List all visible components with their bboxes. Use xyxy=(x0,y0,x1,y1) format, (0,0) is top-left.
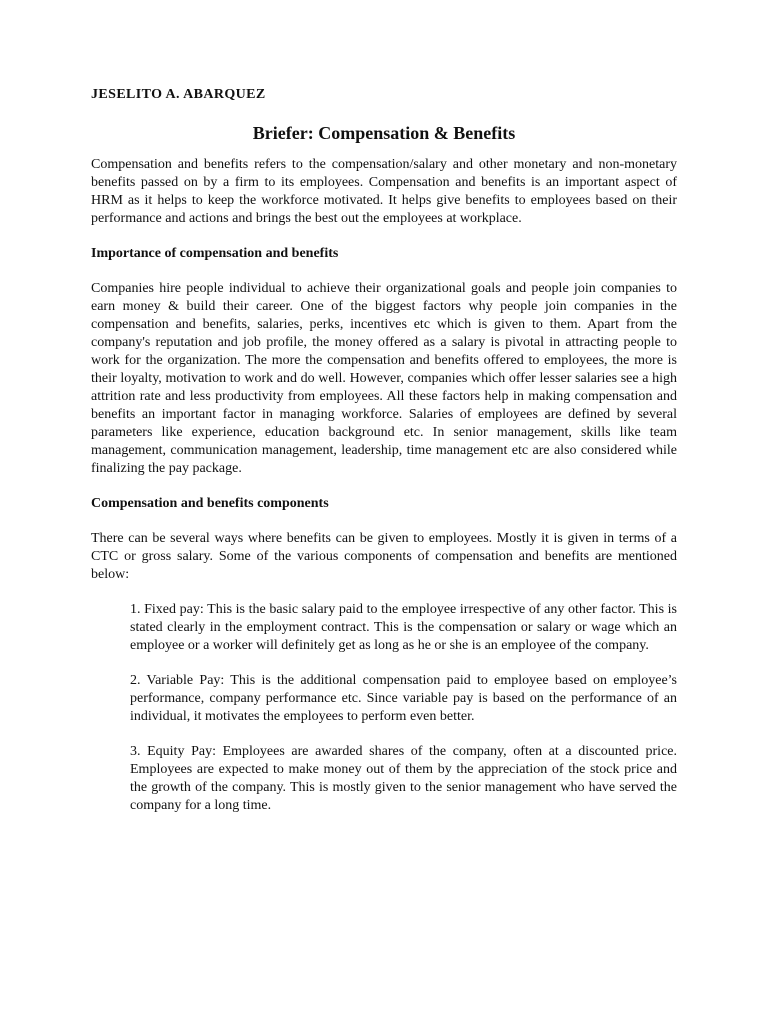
section-heading-importance: Importance of compensation and benefits xyxy=(91,246,339,261)
document-page xyxy=(91,86,677,832)
intro-paragraph: Compensation and benefits refers to the compensation/salary and other monetary and non-monetary benefits passed on by a firm to its employees. Compensation and benefits is an important aspect of HRM as it helps to keep the workforce motivated. It helps give benefits to employees based on their performance and actions and brings the best out the employees at workplace. xyxy=(91,157,677,226)
list-item-variable-pay: 2. Variable Pay: This is the additional compensation paid to employee based on employee’s performance, company performance etc. Since variable pay is based on the performance of an individual, it motivates the employees to perform even better. xyxy=(130,673,677,724)
list-item-equity-pay: 3. Equity Pay: Employees are awarded shares of the company, often at a discounted price. Employees are expected to make money out of them by the appreciation of the stock price and the growth of the company. This is mostly given to the senior management who have served the company for a long time. xyxy=(130,744,677,813)
author-name: JESELITO A. ABARQUEZ xyxy=(91,87,266,102)
components-intro-paragraph: There can be several ways where benefits can be given to employees. Mostly it is given in terms of a CTC or gross salary. Some of the various components of compensation and benefits are mentioned below: xyxy=(91,531,677,582)
importance-paragraph: Companies hire people individual to achieve their organizational goals and people join companies to earn money & build their career. One of the biggest factors why people join companies in the compensation and benefits, salaries, perks, incentives etc which is given to them. Apart from the company's reputation and job profile, the money offered as a salary is pivotal in attracting people to work for the organization. The more the compensation and benefits offered to employees, the more is their loyalty, motivation to work and do well. However, companies which offer lesser salaries see a high attrition rate and less productivity from employees. All these factors help in making compensation and benefits an important factor in managing workforce. Salaries of employees are defined by several parameters like experience, education background etc. In senior management, skills like team management, communication management, leadership, time management etc are also considered while finalizing the pay package. xyxy=(91,281,677,476)
document-title: Briefer: Compensation & Benefits xyxy=(252,123,516,143)
list-item-fixed-pay: 1. Fixed pay: This is the basic salary paid to the employee irrespective of any other factor. This is stated clearly in the employment contract. This is the compensation or salary or wage which an employee or a worker will definitely get as long as he or she is an employee of the company. xyxy=(130,602,677,653)
section-heading-components: Compensation and benefits components xyxy=(91,496,329,511)
components-list xyxy=(91,601,677,815)
